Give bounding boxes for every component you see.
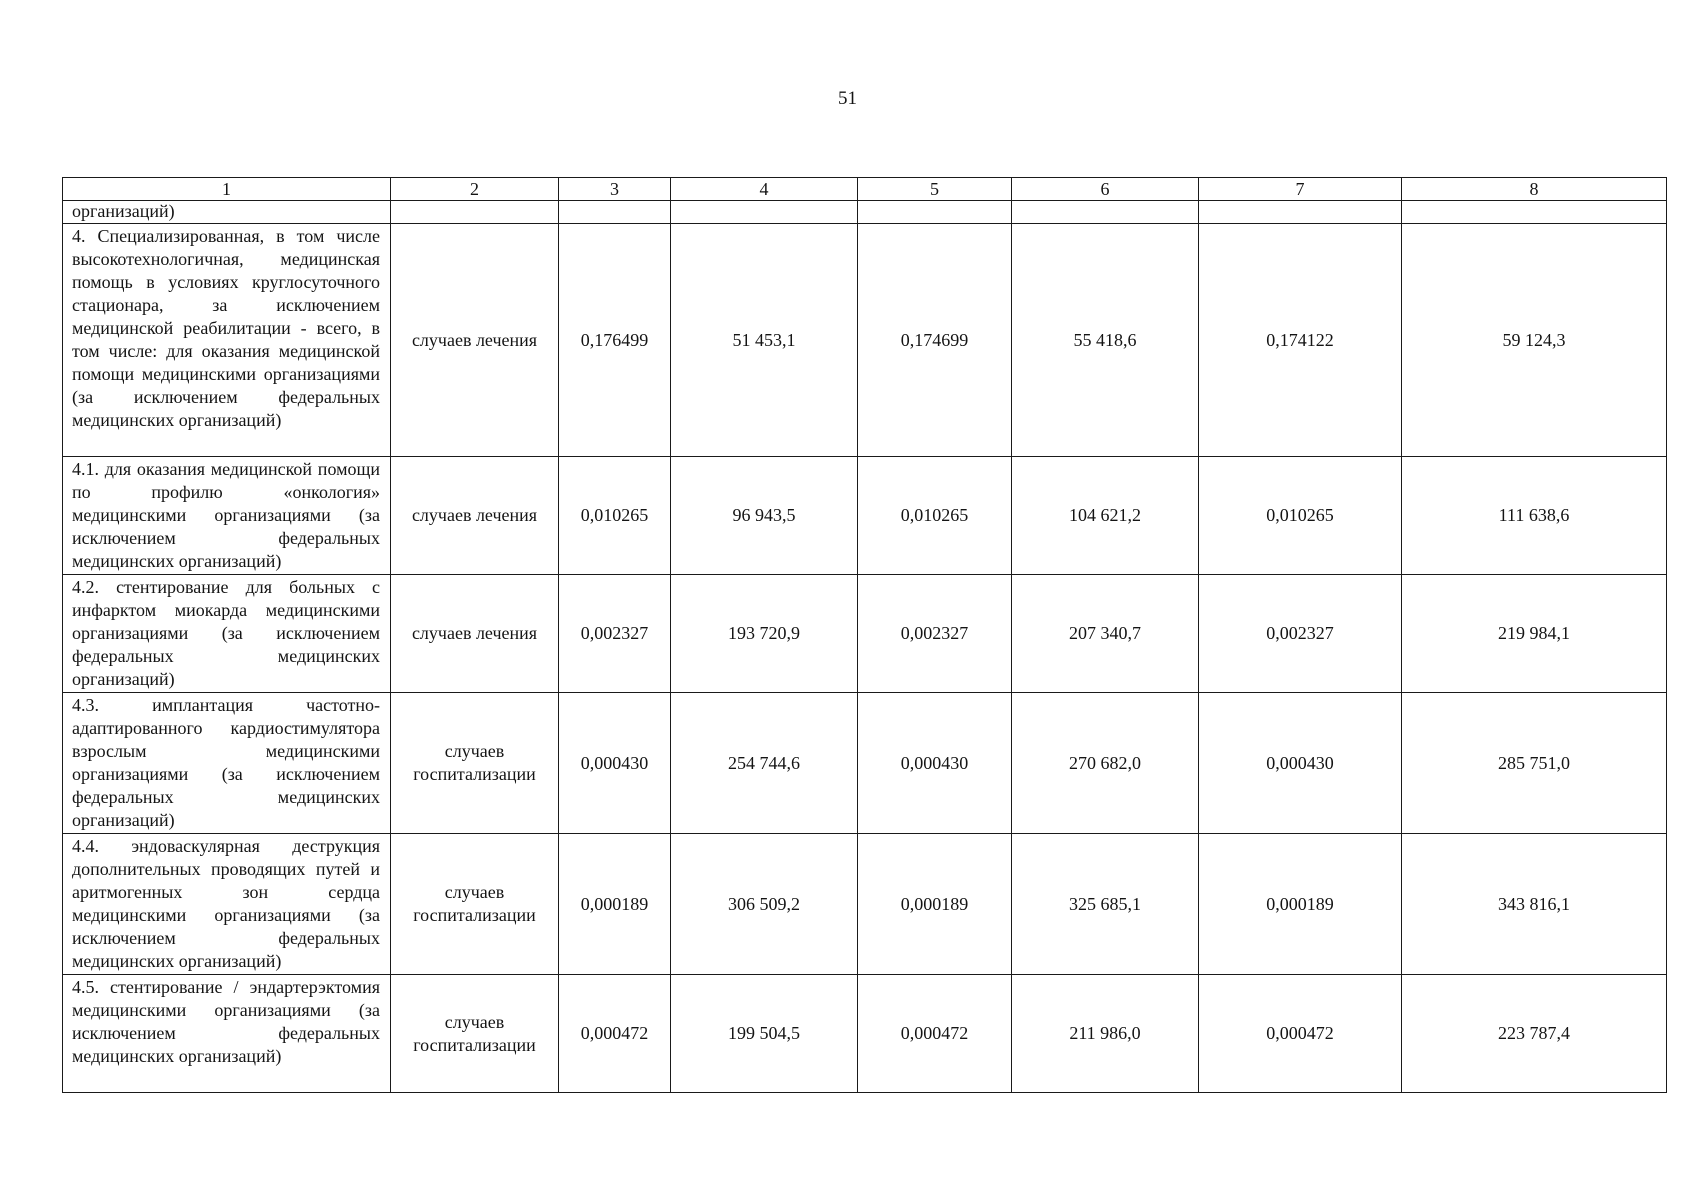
row-unit: случаев лечения [391, 457, 559, 575]
row-value-col4: 306 509,2 [671, 834, 858, 975]
row-value-col7: 0,000189 [1199, 834, 1402, 975]
row-value-col3: 0,010265 [559, 457, 671, 575]
row-name: 4.4. эндоваскулярная деструкция дополнительных проводящих путей и аритмогенных зон сердца медицинскими организациями (за исключением федеральных медицинских организаций) [63, 834, 391, 975]
table-row [63, 575, 1667, 693]
table-row [63, 975, 1667, 1093]
row-value-col6: 325 685,1 [1012, 834, 1199, 975]
row-value-col3: 0,000430 [559, 693, 671, 834]
row-value-col7: 0,000430 [1199, 693, 1402, 834]
row-value-col8: 111 638,6 [1402, 457, 1667, 575]
row-name: 4.1. для оказания медицинской помощи по профилю «онкология» медицинскими организациями (за исключением федеральных медицинских организаций) [63, 457, 391, 575]
row-name: 4. Специализированная, в том числе высокотехнологичная, медицинская помощь в условиях круглосуточного стационара, за исключением медицинской реабилитации - всего, в том числе: для оказания медицинской помощи медицинскими организациями (за исключением федеральных медицинских организаций) [63, 224, 391, 457]
continuation-row [63, 201, 1667, 224]
column-header: 8 [1402, 178, 1667, 201]
column-header: 7 [1199, 178, 1402, 201]
empty-cell [391, 201, 559, 224]
column-header: 4 [671, 178, 858, 201]
row-value-col8: 219 984,1 [1402, 575, 1667, 693]
row-unit: случаев лечения [391, 575, 559, 693]
row-value-col5: 0,000189 [858, 834, 1012, 975]
row-value-col3: 0,000472 [559, 975, 671, 1093]
rates-table [62, 177, 1667, 1093]
page-number: 51 [838, 88, 857, 109]
table-row [63, 224, 1667, 457]
row-value-col6: 55 418,6 [1012, 224, 1199, 457]
row-value-col8: 285 751,0 [1402, 693, 1667, 834]
row-unit: случаев госпитализации [391, 834, 559, 975]
row-value-col5: 0,174699 [858, 224, 1012, 457]
row-value-col8: 223 787,4 [1402, 975, 1667, 1093]
empty-cell [1012, 201, 1199, 224]
row-value-col7: 0,000472 [1199, 975, 1402, 1093]
empty-cell [858, 201, 1012, 224]
row-value-col7: 0,174122 [1199, 224, 1402, 457]
row-value-col5: 0,000472 [858, 975, 1012, 1093]
row-value-col7: 0,002327 [1199, 575, 1402, 693]
row-value-col5: 0,000430 [858, 693, 1012, 834]
empty-cell [559, 201, 671, 224]
row-value-col7: 0,010265 [1199, 457, 1402, 575]
row-value-col5: 0,002327 [858, 575, 1012, 693]
row-name: 4.3. имплантация частотно-адаптированного кардиостимулятора взрослым медицинскими организациями (за исключением федеральных медицинских организаций) [63, 693, 391, 834]
row-unit: случаев госпитализации [391, 975, 559, 1093]
row-value-col6: 211 986,0 [1012, 975, 1199, 1093]
row-name: 4.5. стентирование / эндартерэктомия медицинскими организациями (за исключением федеральных медицинских организаций) [63, 975, 391, 1093]
row-unit: случаев госпитализации [391, 693, 559, 834]
column-header: 5 [858, 178, 1012, 201]
row-value-col6: 207 340,7 [1012, 575, 1199, 693]
column-header: 1 [63, 178, 391, 201]
row-value-col6: 270 682,0 [1012, 693, 1199, 834]
empty-cell [671, 201, 858, 224]
table-row [63, 457, 1667, 575]
row-value-col4: 51 453,1 [671, 224, 858, 457]
column-number-row [63, 178, 1667, 201]
continuation-text: организаций) [63, 201, 391, 224]
table-row [63, 693, 1667, 834]
row-value-col8: 59 124,3 [1402, 224, 1667, 457]
column-header: 3 [559, 178, 671, 201]
column-header: 2 [391, 178, 559, 201]
table-row [63, 834, 1667, 975]
row-value-col4: 96 943,5 [671, 457, 858, 575]
row-value-col3: 0,002327 [559, 575, 671, 693]
empty-cell [1402, 201, 1667, 224]
column-header: 6 [1012, 178, 1199, 201]
empty-cell [1199, 201, 1402, 224]
row-value-col3: 0,000189 [559, 834, 671, 975]
row-value-col5: 0,010265 [858, 457, 1012, 575]
row-value-col3: 0,176499 [559, 224, 671, 457]
row-value-col4: 193 720,9 [671, 575, 858, 693]
row-value-col8: 343 816,1 [1402, 834, 1667, 975]
row-value-col4: 199 504,5 [671, 975, 858, 1093]
row-value-col4: 254 744,6 [671, 693, 858, 834]
row-value-col6: 104 621,2 [1012, 457, 1199, 575]
row-unit: случаев лечения [391, 224, 559, 457]
row-name: 4.2. стентирование для больных с инфарктом миокарда медицинскими организациями (за исключением федеральных медицинских организаций) [63, 575, 391, 693]
